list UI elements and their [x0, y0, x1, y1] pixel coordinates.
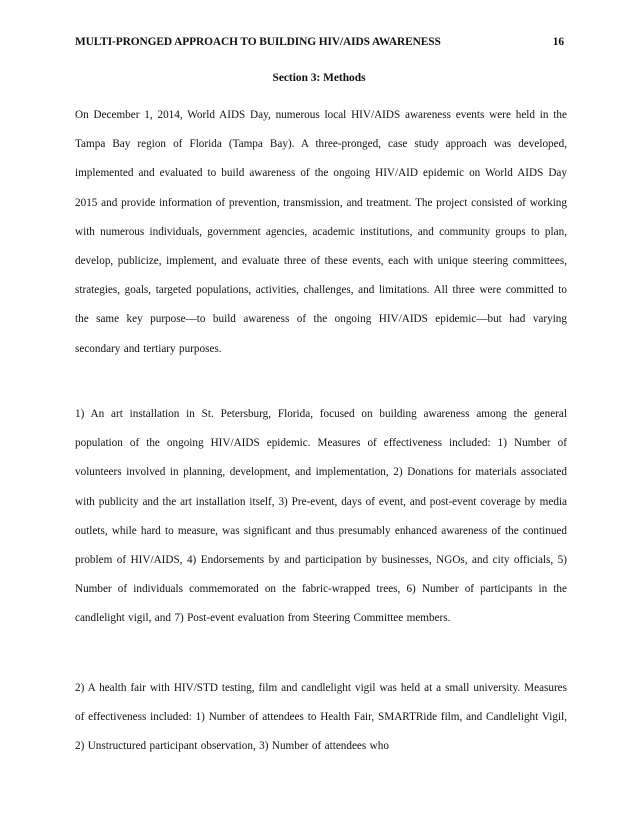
- paragraph-health-fair: 2) A health fair with HIV/STD testing, film and candlelight vigil was held at a small university. Measures of effectiveness included: 1) Number of attendees to Health Fair, SMARTRide film, and Candlelight Vigil, 2) Unstructured participant observation, 3) Number of attendees who: [75, 682, 567, 753]
- running-head: [75, 36, 564, 48]
- running-head-title: MULTI-PRONGED APPROACH TO BUILDING HIV/AIDS AWARENESS: [75, 36, 441, 48]
- paragraph-intro: On December 1, 2014, World AIDS Day, numerous local HIV/AIDS awareness events were held in the Tampa Bay region of Florida (Tampa Bay). A three-pronged, case study approach was developed, implemented and evaluated to build awareness of the ongoing HIV/AID epidemic on World AIDS Day 2015 and provide information of prevention, transmission, and treatment. The project consisted of working with numerous individuals, government agencies, academic institutions, and community groups to plan, develop, publicize, implement, and evaluate three of these events, each with unique steering committees, strategies, goals, targeted populations, activities, challenges, and limitations. All three were committed to the same key purpose—to build awareness of the ongoing HIV/AIDS epidemic—but had varying secondary and tertiary purposes.: [75, 109, 567, 355]
- section-heading: Section 3: Methods: [272, 72, 366, 84]
- paragraph-art-installation: 1) An art installation in St. Petersburg, Florida, focused on building awareness among the general population of the ongoing HIV/AIDS epidemic. Measures of effectiveness included: 1) Number of volunteers involved in planning, development, and implementation, 2) Donations for materials associated with publicity and the art installation itself, 3) Pre-event, days of event, and post-event coverage by media outlets, while hard to measure, was significant and thus presumably enhanced awareness of the continued problem of HIV/AIDS, 4) Endorsements by and participation by businesses, NGOs, and city officials, 5) Number of individuals commemorated on the fabric-wrapped trees, 6) Number of participants in the candlelight vigil, and 7) Post-event evaluation from Steering Committee members.: [75, 408, 567, 625]
- page-number: 16: [552, 36, 564, 48]
